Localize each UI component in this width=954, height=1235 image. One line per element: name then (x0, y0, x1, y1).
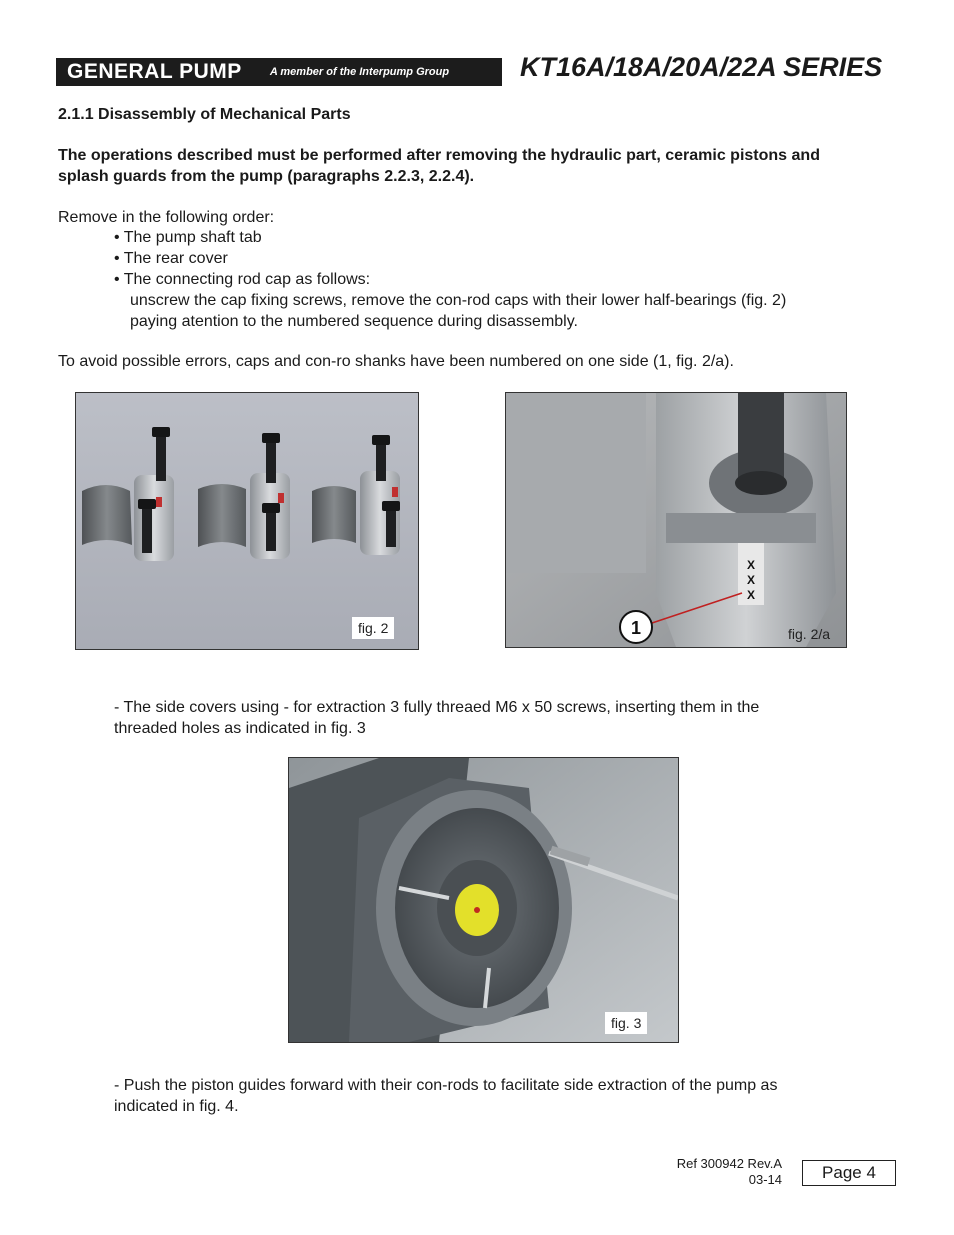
push-line-2: indicated in fig. 4. (114, 1098, 239, 1115)
page-number: Page 4 (802, 1160, 896, 1186)
number-mark-2: X (746, 573, 756, 587)
bullet-rod-cap: • The connecting rod cap as follows: (114, 271, 371, 288)
side-covers-line-2: threaded holes as indicated in fig. 3 (114, 720, 366, 737)
side-cover-extraction-image (289, 758, 678, 1042)
intro-text: Remove in the following order: (58, 209, 275, 226)
side-covers-line-1: - The side covers using - for extraction 3 fully threaed M6 x 50 screws, inserting them in the (114, 699, 760, 716)
fig-3-photo (288, 757, 679, 1043)
number-mark-1: X (746, 558, 756, 572)
warning-line-2: splash guards from the pump (paragraphs 2.2.3, 2.2.4). (58, 168, 475, 185)
fig-2a-photo (505, 392, 847, 648)
section-heading: 2.1.1 Disassembly of Mechanical Parts (58, 106, 351, 123)
push-line-1: - Push the piston guides forward with their con-rods to facilitate side extraction of the pump as (114, 1077, 778, 1094)
document-reference: Ref 300942 Rev.A (676, 1156, 782, 1171)
warning-line-1: The operations described must be performed after removing the hydraulic part, ceramic pistons and (58, 147, 820, 164)
revision-date: 03-14 (748, 1172, 782, 1187)
fig-2-photo (75, 392, 419, 650)
fig-3-label: fig. 3 (605, 1012, 647, 1034)
fig-2-label: fig. 2 (352, 617, 394, 639)
con-rod-numbering-image (506, 393, 846, 647)
detail-line-1: unscrew the cap fixing screws, remove the con-rod caps with their lower half-bearings (fig. 2) (130, 292, 787, 309)
con-rod-caps-image (76, 393, 418, 649)
number-mark-3: X (746, 588, 756, 602)
detail-line-2: paying atention to the numbered sequence during disassembly. (130, 313, 578, 330)
series-title: KT16A/18A/20A/22A SERIES (520, 52, 883, 82)
brand-subtitle: A member of the Interpump Group (269, 66, 450, 78)
brand-name: GENERAL PUMP (67, 60, 242, 83)
bullet-rear-cover: • The rear cover (114, 250, 228, 267)
numbering-note: To avoid possible errors, caps and con-ro shanks have been numbered on one side (1, fig. 2/a). (58, 353, 734, 370)
fig-2a-label: fig. 2/a (788, 626, 831, 642)
callout-number: 1 (630, 618, 642, 638)
brand-banner (56, 58, 502, 86)
bullet-shaft-tab: • The pump shaft tab (114, 229, 262, 246)
